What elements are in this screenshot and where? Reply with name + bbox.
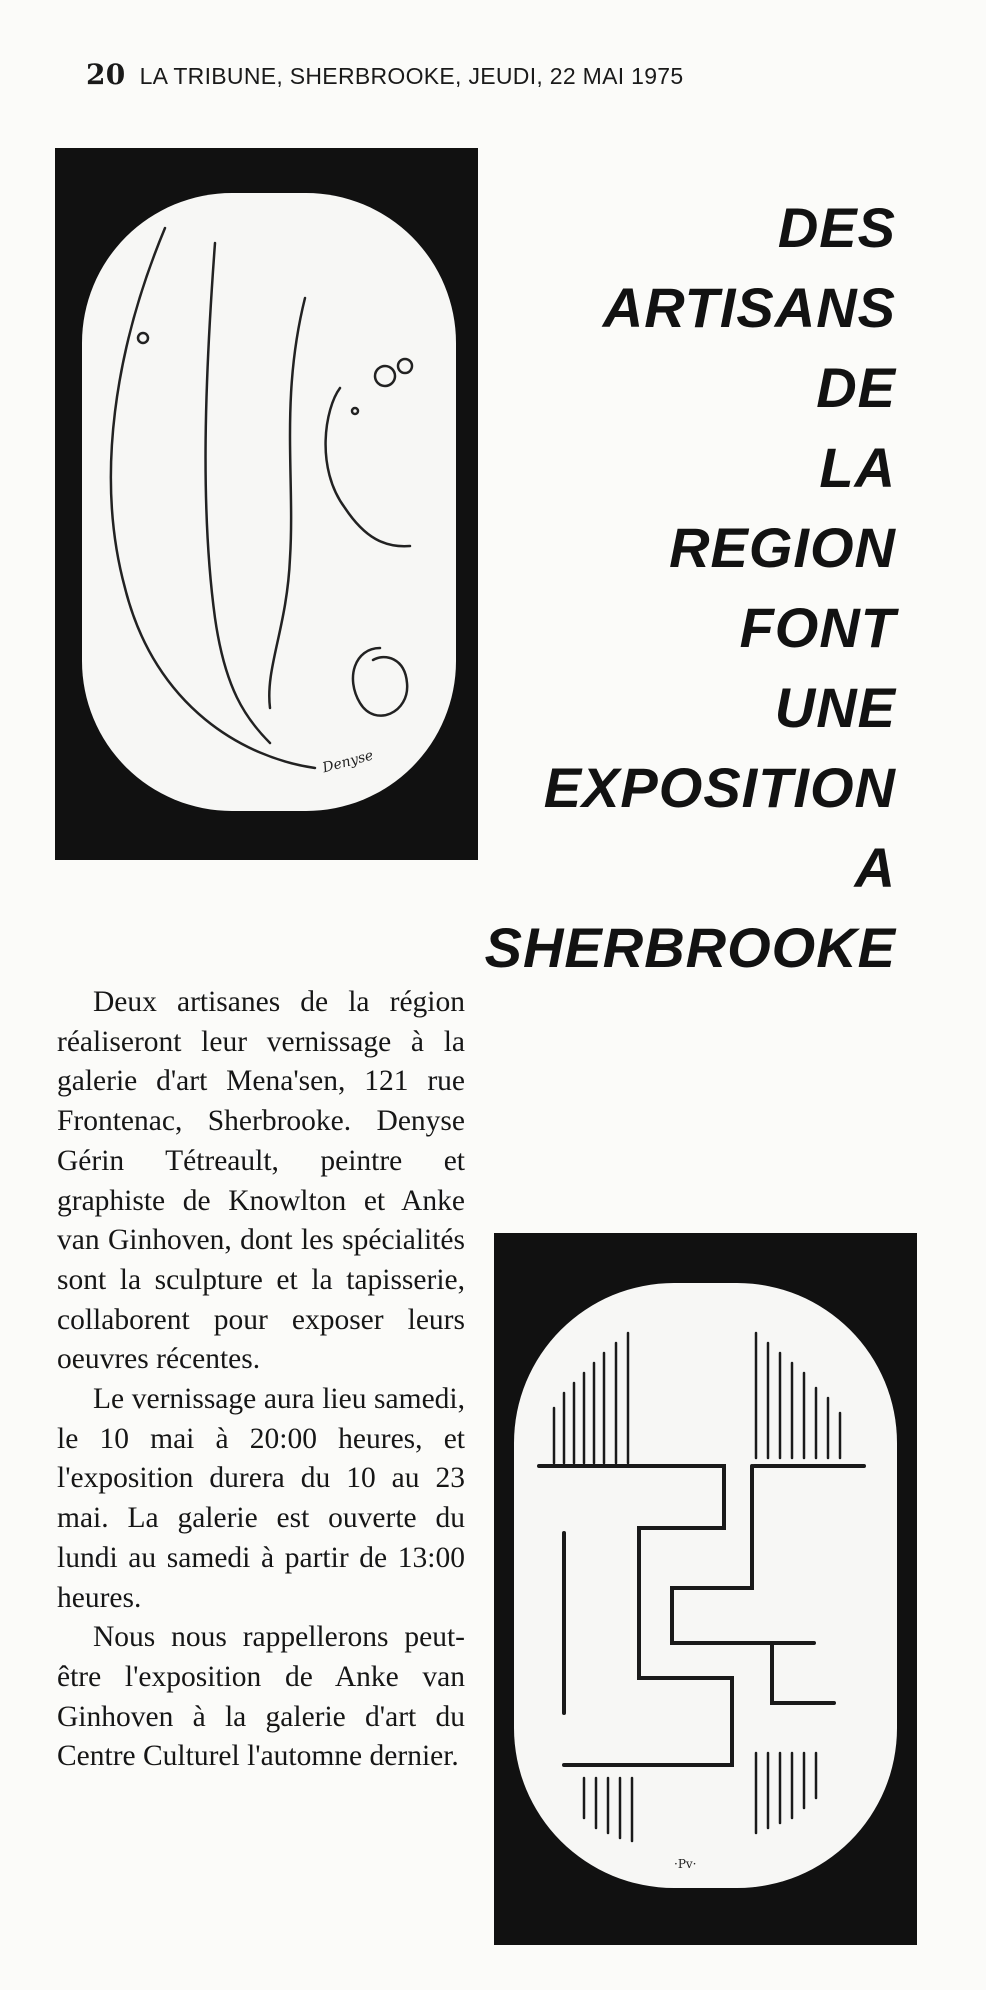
artwork-image-denyse (55, 148, 478, 860)
headline-line: SHERBROOKE (484, 916, 896, 979)
article-paragraph: Le vernissage aura lieu samedi, le 10 mai à 20:00 heures, et l'exposition durera du 10 au 23 mai. La galerie est ouverte du lundi au samedi à partir de 13:00 heures. (57, 1383, 465, 1614)
headline-line: A (854, 836, 896, 899)
headline-line: EXPOSITION (543, 756, 896, 819)
artwork-drawing-1 (55, 148, 478, 860)
headline-line: DE (816, 356, 896, 419)
artwork-drawing-2 (494, 1233, 917, 1945)
page-number: 20 (86, 58, 126, 91)
artwork-1-signature: Denyse (320, 747, 376, 777)
headline-line: FONT (739, 596, 896, 659)
artwork-2-signature: ·Pv· (674, 1857, 697, 1871)
article-body (57, 983, 465, 1777)
headline (485, 188, 896, 988)
headline-line: DES (777, 196, 896, 259)
article-paragraph: Nous nous rappellerons peut-être l'exposition de Anke van Ginhoven à la galerie d'art du Centre Culturel l'automne dernier. (57, 1621, 465, 1773)
headline-line: LA (819, 436, 896, 499)
dateline: LA TRIBUNE, SHERBROOKE, JEUDI, 22 MAI 1975 (139, 63, 684, 89)
headline-line: REGION (669, 516, 896, 579)
masthead (86, 58, 684, 91)
article-paragraph: Deux artisanes de la région réaliseront leur vernissage à la galerie d'art Mena'sen, 121 rue Frontenac, Sherbrooke. Denyse Gérin Tétreault, peintre et graphiste de Knowlton et Anke van Ginhoven, dont les spécialités sont la sculpture et la tapisserie, collaborent pour exposer leurs oeuvres récentes. (57, 986, 465, 1376)
artwork-image-anke (494, 1233, 917, 1945)
headline-line: ARTISANS (602, 276, 896, 339)
headline-line: UNE (774, 676, 896, 739)
